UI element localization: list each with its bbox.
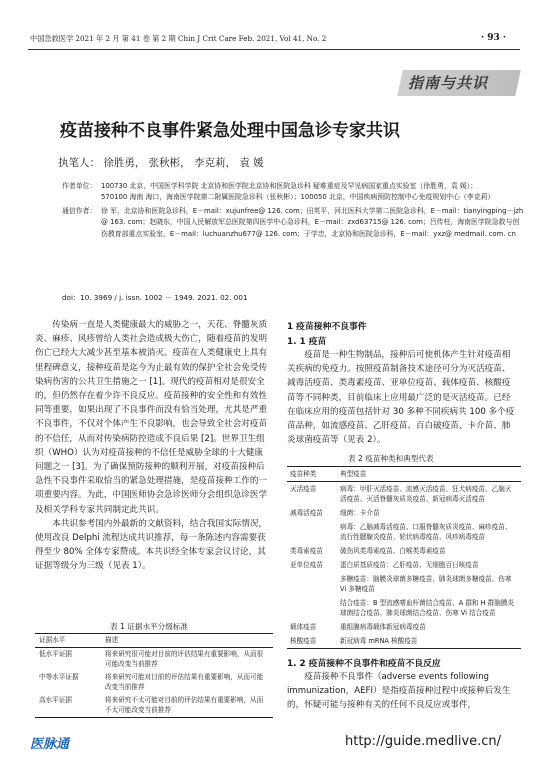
article-title: 疫苗接种不良事件紧急处理中国急诊专家共识 xyxy=(60,121,400,141)
table-row xyxy=(287,544,521,558)
medlive-logo: 医脉通 xyxy=(30,737,70,752)
table-row xyxy=(287,506,521,520)
subsection-heading: 1. 2 疫苗接种不良事件和疫苗不良反应 xyxy=(287,659,441,669)
vaccine-type: 灭活疫苗 xyxy=(290,485,317,493)
vaccine-type: 核酸疫苗 xyxy=(290,637,317,645)
vaccine-examples: 细菌：卡介苗 xyxy=(340,509,380,517)
section-heading: 1 疫苗接种不良事件 xyxy=(287,322,367,332)
vaccine-examples: 结合疫苗：B 型流感嗜血杆菌结合疫苗、A 群和 H 群脑膜炎球菌结合疫苗、肺炎球菌结合疫苗、伤寒 Vi 结合疫苗 xyxy=(340,599,515,617)
evidence-level: 高水平证据 xyxy=(39,696,72,704)
affiliations-label: 作者单位： xyxy=(62,182,97,190)
correspondence-label: 通信作者： xyxy=(62,207,97,215)
vaccine-examples: 蛋白质基质疫苗：乙肝疫苗、无细胞百日咳疫苗 xyxy=(340,561,479,569)
vaccine-examples: 新冠病毒 mRNA 核酸疫苗 xyxy=(340,637,418,645)
table-row xyxy=(287,520,521,544)
affiliation-line: 100730 北京，中国医学科学院 北京协和医学院北京协和医院急诊科 疑难重症及罕见病国家重点实验室（徐胜勇，袁 媛）； xyxy=(101,182,478,190)
vaccine-examples: 病毒：乙脑减毒活疫苗、口服脊髓灰质炎疫苗、麻疹疫苗、流行性腮腺炎疫苗、轮状病毒疫苗、风疹病毒疫苗 xyxy=(340,523,512,541)
vaccine-type: 载体疫苗 xyxy=(290,623,317,631)
aefi-paragraph: 疫苗接种不良事件（adverse events following immunization，AEFI）是指疫苗接种过程中或接种后发生的，怀疑可能与接种有关的任何不良反应或事件， xyxy=(287,672,511,711)
table-row xyxy=(287,620,521,634)
vaccine-text xyxy=(287,348,519,447)
author-line: 执笔人： 徐胜勇， 张秋彬， 李克莉， 袁 媛 xyxy=(58,157,264,169)
table1-header: 证据水平 xyxy=(39,636,66,644)
vaccine-examples: 多糖疫苗：脑膜炎球菌多糖疫苗、肺炎球菌多糖疫苗、伤寒 Vi 多糖疫苗 xyxy=(340,575,512,593)
table-row xyxy=(35,694,273,718)
table2-caption: 表 2 疫苗种类和典型代表 xyxy=(348,454,434,463)
vaccine-type xyxy=(287,596,337,620)
doi: doi：10. 3969 / j. issn. 1002 － 1949. 2021. 02. 001 xyxy=(62,293,248,302)
table-row xyxy=(287,596,521,620)
correspondence-line: 伤教育部重点实验室，E－mail：luchuanzhu677@ 126. com；于学忠，北京协和医院急诊科，E－mail：yxz@ medmail. com. cn xyxy=(101,229,516,238)
evidence-description: 将来研究可能对目前的评估结果有重要影响，从而可能改变当前推荐 xyxy=(105,673,264,691)
table-row xyxy=(287,634,521,649)
affiliations-block xyxy=(101,181,521,204)
vaccine-paragraph: 疫苗是一种生物制品，接种后可使机体产生针对疫苗相关疾病的免疫力。按照疫苗制备技术途径可分为灭活疫苗、减毒活疫苗、类毒素疫苗、亚单位疫苗、载体疫苗、核酸疫苗等不同种类，目前临床上应用最广泛的是灭活疫苗。已经在临床应用的疫苗包括针对 30 多种不同疾病共 100 多个疫苗品种，如流感疫苗、乙肝疫苗、百白破疫苗、卡介苗、肺炎球菌疫苗等（见表 2）。 xyxy=(287,350,515,446)
vaccine-examples: 破伤风类毒素疫苗、白喉类毒素疫苗 xyxy=(340,547,446,555)
table1-header: 描述 xyxy=(105,636,119,644)
evidence-level: 低水平证据 xyxy=(39,650,72,658)
vaccine-type: 减毒活疫苗 xyxy=(290,509,323,517)
subsection-heading: 1. 1 疫苗 xyxy=(287,337,327,347)
section-stamp: 指南与共识 xyxy=(408,74,489,92)
vaccine-type: 亚单位疫苗 xyxy=(290,561,323,569)
table1-caption: 表 1 证据水平分级标准 xyxy=(110,622,189,631)
page-number: · 93 · xyxy=(480,33,506,43)
source-url[interactable]: http://guide.medlive.cn/ xyxy=(345,734,502,749)
vaccine-type: 类毒素疫苗 xyxy=(290,547,323,555)
vaccine-examples: 重组腺病毒载体新冠病毒疫苗 xyxy=(340,623,426,631)
evidence-description: 将来研究不太可能对目前的评估结果有重要影响，从而不太可能改变当前推荐 xyxy=(105,696,264,714)
intro-paragraph: 本共识参考国内外最新的文献资料，结合我国实际情况，使用改良 Delphi 流程达成共识推荐，每一条陈述内容需要获得至少 80% 全体专家赞成。本共识经全体专家会议讨论，其证据等级分为三级（见表 1）。 xyxy=(35,518,268,572)
vaccine-examples: 病毒：甲肝灭活疫苗、流感灭活疫苗、狂犬病疫苗、乙脑灭活疫苗、灭活脊髓灰质炎疫苗、新冠病毒灭活疫苗 xyxy=(340,485,512,503)
correspondence-line: @ 163. com；赵晓东，中国人民解放军总医院第四医学中心急诊科，E－mail：zxd63715@ 126. com；吕传柱，海南医学院急救与创 xyxy=(101,218,520,227)
header-rule xyxy=(28,49,520,50)
evidence-description: 将来研究很可能对目前的评估结果有重要影响，从而很可能改变当前推荐 xyxy=(105,650,264,668)
table2-header: 典型疫苗 xyxy=(340,470,367,478)
vaccine-type xyxy=(287,572,337,596)
evidence-level-table xyxy=(35,633,273,718)
evidence-level: 中等水平证据 xyxy=(39,673,79,681)
intro-paragraph: 传染病一直是人类健康最大的威胁之一，天花、脊髓灰质炎、麻疹、风疹曾给人类社会造成极大伤亡，随着疫苗的发明伤亡已经大大减少甚至基本被消灭。疫苗在人类健康史上具有里程碑意义，接种疫苗是迄今为止最有效的保护全社会免受传染病伤害的公共卫生措施之一 [1]。现代的疫苗相对是很安全的，但仍然存在着少许不良反应。疫苗接种的安全性和有效性同等重要，如果出现了不良事件而没有恰当处理，尤其是严重不良事件，不仅对个体产生不良影响，也会导致全社会对疫苗的不信任，从而对传染病防控造成不良后果 [2]。世界卫生组织（WHO）认为对疫苗接种的不信任是威胁全球的十大健康问题之一 [3]。为了确保预防接种的顺利开展，对疫苗接种后急性不良事件采取恰当的紧急处理措施，是疫苗接种工作的一项重要内容。为此，中国医师协会急诊医师分会组织急诊医学及相关学科专家共同制定此共识。 xyxy=(35,320,268,515)
table-row xyxy=(287,558,521,572)
table2-header: 疫苗种类 xyxy=(290,470,317,478)
correspondence-block xyxy=(101,206,524,240)
table-row xyxy=(287,572,521,596)
affiliation-line: 570100 海南 海口，海南医学院第二附属医院急诊科（张秋彬）；100050 北京，中国疾病预防控制中心免疫规划中心（李克莉） xyxy=(101,193,495,202)
table-row xyxy=(287,482,521,507)
journal-header: 中国急救医学 2021 年 2 月 第 41 卷 第 2 期 Chin J Crit Care Feb. 2021, Vol 41, No. 2 xyxy=(30,34,327,43)
vaccine-type xyxy=(287,520,337,544)
aefi-text xyxy=(287,670,519,713)
intro-text xyxy=(35,318,271,574)
table-row xyxy=(35,648,273,672)
vaccine-type-table xyxy=(287,466,521,649)
correspondence-line: 徐 军，北京协和医院急诊科，E－mail：xujunfree@ 126. com；田英平，河北医科大学第二医院急诊科，E－mail：tianyingping－jzh xyxy=(101,207,524,215)
table-row xyxy=(35,671,273,694)
